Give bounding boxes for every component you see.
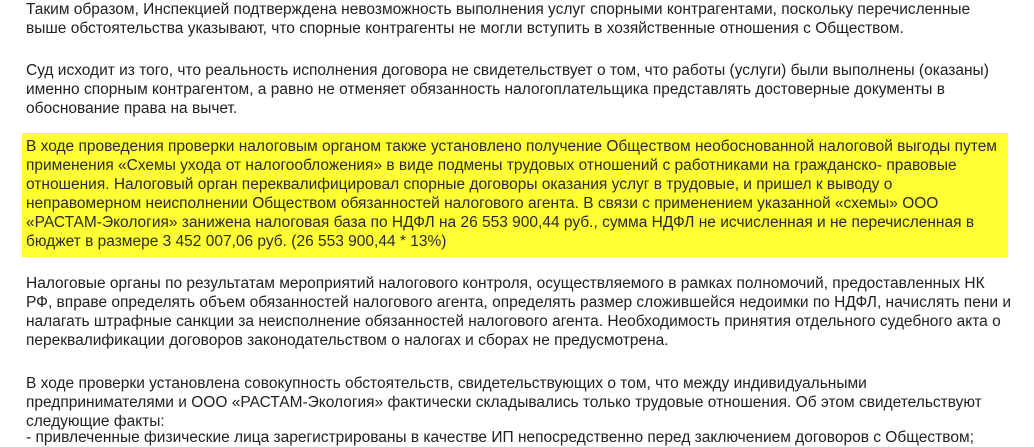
paragraph-1: Таким образом, Инспекцией подтверждена невозможность выполнения услуг спорными контрагентами, поскольку перечисленные выше обстоятельства указывают, что спорные контрагенты не могли вступить в хозяйственные отношения с Обществом.: [26, 1, 971, 37]
paragraph-2: Суд исходит из того, что реальность исполнения договора не свидетельствует о том, что работы (услуги) были выполнены (оказаны) именно спорным контрагентом, а равно не отменяет обязанность налогоплательщика представлять достоверные документы в обоснование права на вычет.: [26, 62, 989, 117]
paragraph-6: - привлеченные физические лица зарегистрированы в качестве ИП непосредственно перед заключением договоров с Обществом;: [26, 429, 974, 446]
right-margin: [1012, 0, 1034, 435]
highlighted-paragraph: В ходе проведения проверки налоговым органом также установлено получение Обществом необоснованной налоговой выгоды путем применения «Схемы ухода от налогообложения» в виде подмены трудовых отношений с работниками на гражданско- правовые отношения. Налоговый орган переквалифицировал спорные договоры оказания услуг в трудовые, и пришел к выводу о неправомерном неисполнении Обществом обязанностей налогового агента. В связи с применением указанной «схемы» ООО «РАСТАМ-Экология» занижена налоговая база по НДФЛ на 26 553 900,44 руб., сумма НДФЛ не исчисленная и не перечисленная в бюджет в размере 3 452 007,06 руб. (26 553 900,44 * 13%): [22, 133, 1008, 257]
paragraph-4: Налоговые органы по результатам мероприятий налогового контроля, осуществляемого в рамках полномочий, предоставленных НК РФ, вправе определять объем обязанностей налогового агента, определять размер сложившейся недоимки по НДФЛ, начислять пени и налагать штрафные санкции за неисполнение обязанностей налогового агента. Необходимость принятия отдельного судебного акта о переквалификации договоров законодательством о налогах и сборах не предусмотрена.: [26, 275, 1011, 349]
paragraph-5: В ходе проверки установлена совокупность обстоятельств, свидетельствующих о том, что между индивидуальными предпринимателями и ООО «РАСТАМ-Экология» фактически складывались только трудовые отношения. Об этом свидетельствуют следующие факты:: [26, 375, 982, 430]
